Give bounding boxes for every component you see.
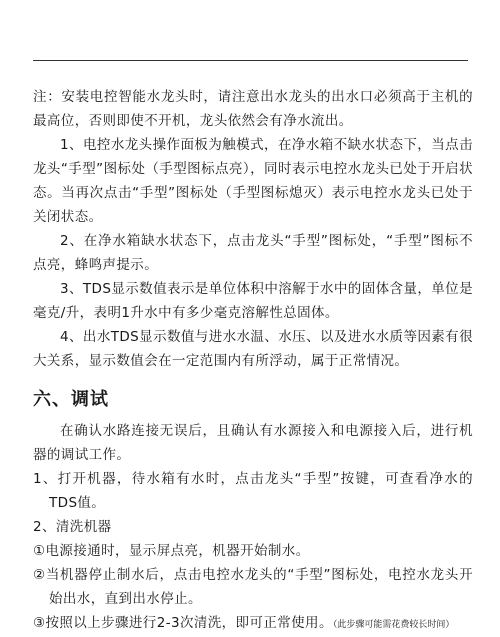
note-item-3: 3、TDS显示数值表示是单位体积中溶解于水中的固体含量，单位是毫克/升，表明1升水中有多少毫克溶解性总固体。 <box>33 281 473 321</box>
substep-3-text: ③按照以上步骤进行2-3次清洗，即可正常使用。 <box>33 615 333 631</box>
install-note: 注：安装电控智能水龙头时，请注意出水龙头的出水口必须高于主机的最高位，否则即使不开机，龙头依然会有净水流出。 <box>33 89 473 129</box>
substep-2: ②当机器停止制水后，点击电控水龙头的“手型”图标处，电控水龙头开始出水，直到出水停止。 <box>33 567 473 607</box>
section-intro: 在确认水路连接无误后，且确认有水源接入和电源接入后，进行机器的调试工作。 <box>33 423 473 463</box>
note-item-2: 2、在净水箱缺水状态下，点击龙头“手型”图标处，“手型”图标不点亮，蜂鸣声提示。 <box>33 233 473 273</box>
step-2: 2、清洗机器 <box>33 519 112 535</box>
step-1: 1、打开机器，待水箱有水时，点击龙头“手型”按键，可查看净水的TDS值。 <box>33 471 473 511</box>
substep-3-note: （此步骤可能需花费较长时间） <box>332 620 455 630</box>
substep-1: ①电源接通时，显示屏点亮，机器开始制水。 <box>33 543 310 559</box>
header-rule <box>33 60 468 61</box>
note-item-1: 1、电控水龙头操作面板为触模式，在净水箱不缺水状态下，当点击龙头“手型”图标处（手型图标点亮），同时表示电控水龙头已处于开启状态。当再次点击“手型”图标处（手型图标熄灭）表示电控水龙头已处于关闭状态。 <box>33 137 473 225</box>
substep-3 <box>33 611 473 637</box>
note-item-4: 4、出水TDS显示数值与进水水温、水压、以及进水水质等因素有很大关系，显示数值会在一定范围内有所浮动，属于正常情况。 <box>33 329 473 369</box>
section-title: 六、调试 <box>33 389 109 410</box>
document-body <box>33 85 473 637</box>
